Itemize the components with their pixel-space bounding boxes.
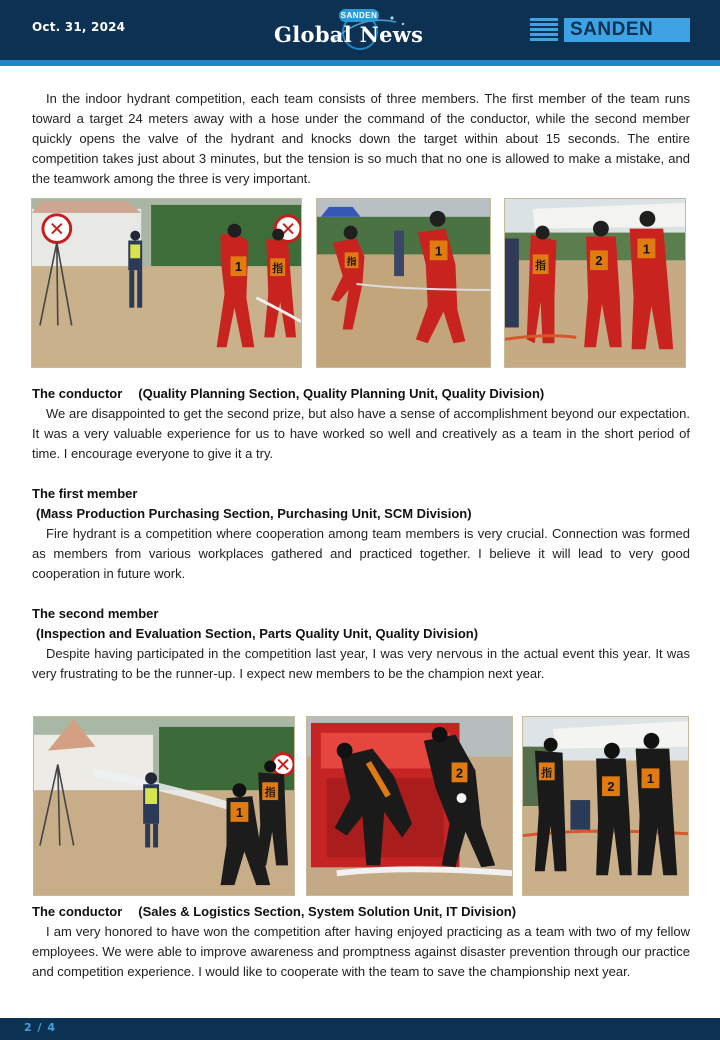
bib-number-text: 指 bbox=[264, 787, 276, 800]
bib-number-text: 指 bbox=[541, 767, 553, 780]
photo-black-team-lineup bbox=[522, 716, 689, 896]
footer-bar bbox=[0, 1018, 720, 1040]
conductor-1-heading bbox=[32, 384, 544, 404]
second-member-comment: Despite having participated in the competition last year, I was very nervous in the actual event this year. It was very frustrating to be the runner-up. I expect new members to be the champion next year. bbox=[32, 646, 690, 681]
photo-black-team-spraying bbox=[33, 716, 295, 896]
page-number: 2 / 4 bbox=[24, 1021, 56, 1034]
bib-number-text: 指 bbox=[272, 263, 284, 276]
conductor-2-title: The conductor bbox=[32, 904, 123, 919]
issue-date: Oct. 31, 2024 bbox=[32, 20, 126, 34]
logo-badge: SANDEN bbox=[340, 11, 378, 20]
sanden-mark-icon bbox=[530, 18, 558, 42]
conductor-1-title: The conductor bbox=[32, 386, 123, 401]
header-stripe bbox=[0, 60, 720, 66]
second-member-dept: (Inspection and Evaluation Section, Parts Quality Unit, Quality Division) bbox=[36, 626, 479, 641]
second-member-title: The second member bbox=[32, 606, 159, 621]
bib-number-text: 指 bbox=[535, 260, 547, 273]
intro-paragraph: In the indoor hydrant competition, each team consists of three members. The first member of the team runs toward a target 24 meters away with a hose under the command of the conductor, while the second member quickly opens the valve of the hydrant and knocks down the target within about 15 seconds. The entire competition takes just about 3 minutes, but the tension is so much that no one is allowed to make a mistake, and the teamwork among the three is very important. bbox=[32, 91, 690, 186]
photo-red-team-target bbox=[31, 198, 302, 368]
conductor-1-comment: We are disappointed to get the second prize, but also have a sense of accomplishment beyond our expectation. It was a very valuable experience for us to have worked so well and creatively as a team in the short period of time. I encourage everyone to give it a try. bbox=[32, 406, 690, 461]
photo-black-team-hydrant bbox=[306, 716, 513, 896]
global-news-logo bbox=[272, 8, 452, 54]
bib-number-text: 1 bbox=[435, 243, 443, 259]
first-member-comment: Fire hydrant is a competition where cooperation among team members is very crucial. Connection was formed as members from various workplaces gathered and practiced together. I believe it will lead to very good cooperation in future work. bbox=[32, 526, 690, 581]
bib-number-text: 1 bbox=[235, 804, 244, 820]
logo-title: Global News bbox=[274, 22, 424, 47]
photo-red-team-lineup bbox=[504, 198, 686, 368]
bib-number-text: 指 bbox=[346, 257, 357, 269]
conductor-2-comment: I am very honored to have won the competition after having enjoyed practicing as a team with two of my fellow employees. We were able to improve awareness and promptness against disaster prevention through our practice and competition experience. I would like to cooperate with the team to save the championship next year. bbox=[32, 924, 690, 979]
first-member-title: The first member bbox=[32, 486, 138, 501]
bib-number-text: 1 bbox=[642, 241, 651, 257]
conductor-1-dept: (Quality Planning Section, Quality Planning Unit, Quality Division) bbox=[138, 386, 545, 401]
bib-number-text: 2 bbox=[595, 253, 603, 269]
photo-red-team-running bbox=[316, 198, 491, 368]
bib-number-text: 1 bbox=[646, 771, 655, 787]
brand-name: SANDEN bbox=[570, 19, 654, 40]
first-member-dept: (Mass Production Purchasing Section, Purchasing Unit, SCM Division) bbox=[36, 506, 472, 521]
sanden-brand bbox=[530, 18, 690, 42]
bib-number-text: 1 bbox=[234, 259, 243, 275]
bib-number-text: 2 bbox=[607, 779, 615, 795]
conductor-2-heading bbox=[32, 902, 516, 922]
bib-number-text: 2 bbox=[455, 765, 464, 781]
conductor-2-dept: (Sales & Logistics Section, System Solution Unit, IT Division) bbox=[138, 904, 517, 919]
